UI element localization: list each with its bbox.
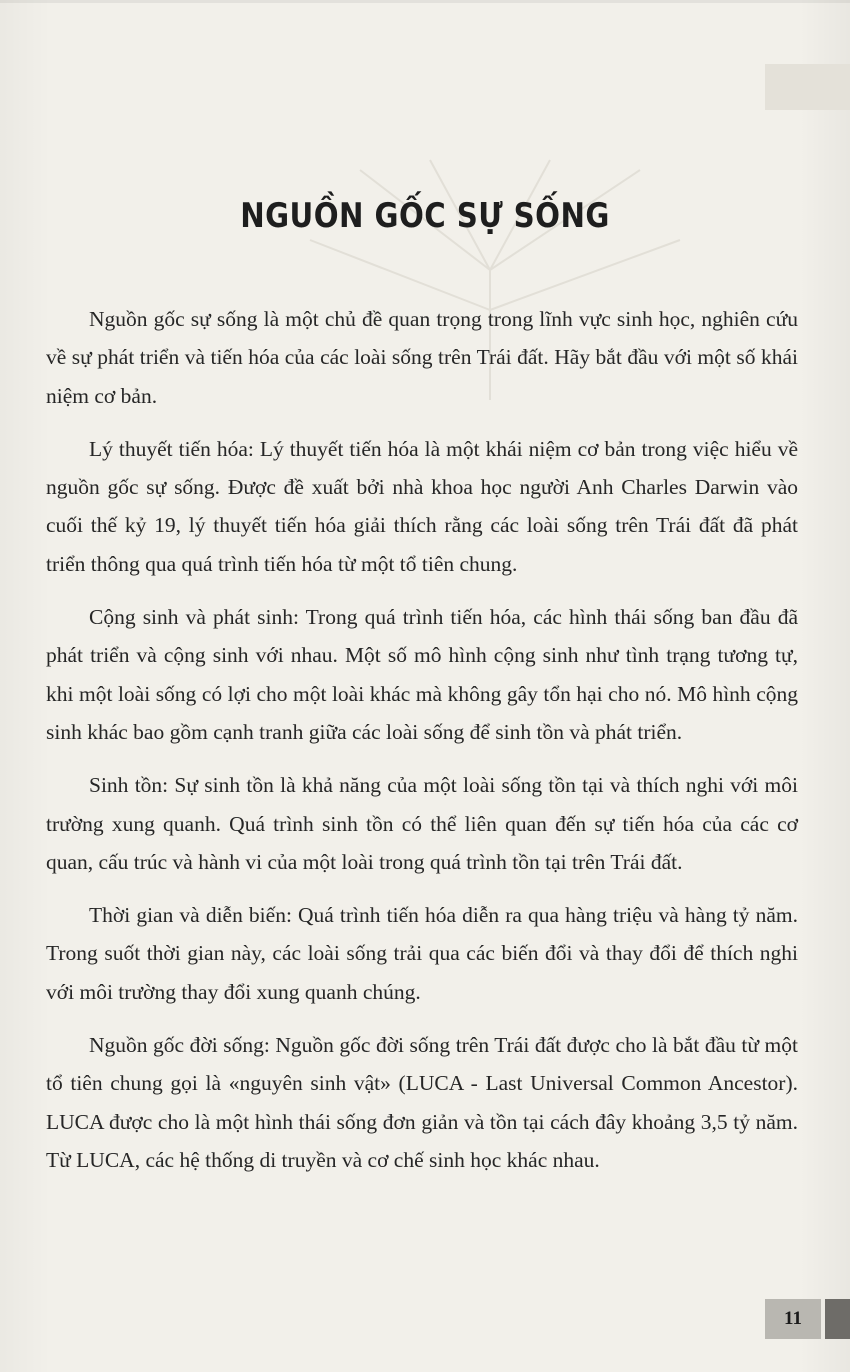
page-edge-strip: [825, 1299, 850, 1339]
paragraph-evolution-theory: Lý thuyết tiến hóa: Lý thuyết tiến hóa là một khái niệm cơ bản trong việc hiểu về nguồn gốc sự sống. Được đề xuất bởi nhà khoa học người Anh Charles Darwin vào cuối thế kỷ 19, lý thuyết tiến hóa giải thích rằng các loài sống trên Trái đất đã phát triển thông qua quá trình tiến hóa từ một tổ tiên chung.: [46, 436, 798, 576]
page-top-edge: [0, 0, 850, 3]
page-number: 11: [765, 1299, 821, 1339]
paragraph-time-and-progress: Thời gian và diễn biến: Quá trình tiến hóa diễn ra qua hàng triệu và hàng tỷ năm. Trong suốt thời gian này, các loài sống trải qua các biến đổi và thay đổi để thích nghi với môi trường thay đổi xung quanh chúng.: [46, 903, 798, 1004]
show-through-header: [560, 60, 850, 112]
paragraph-survival: Sinh tồn: Sự sinh tồn là khả năng của một loài sống tồn tại và thích nghi với môi trường xung quanh. Quá trình sinh tồn có thể liên quan đến sự tiến hóa của các cơ quan, cấu trúc và hành vi của một loài trong quá trình tồn tại trên Trái đất.: [46, 773, 798, 874]
page-title: NGUỒN GỐC SỰ SỐNG: [240, 196, 610, 236]
show-through-header-bar: [765, 64, 850, 110]
paragraph-intro: Nguồn gốc sự sống là một chủ đề quan trọng trong lĩnh vực sinh học, nghiên cứu về sự phát triển và tiến hóa của các loài sống trên Trái đất. Hãy bắt đầu với một số khái niệm cơ bản.: [46, 307, 798, 408]
paragraph-origin-of-life: Nguồn gốc đời sống: Nguồn gốc đời sống trên Trái đất được cho là bắt đầu từ một tổ tiên chung gọi là «nguyên sinh vật» (LUCA - Last Universal Common Ancestor). LUCA được cho là một hình thái sống đơn giản và tồn tại cách đây khoảng 3,5 tỷ năm. Từ LUCA, các hệ thống di truyền và cơ chế sinh học khác nhau.: [46, 1033, 798, 1172]
paragraph-symbiosis: Cộng sinh và phát sinh: Trong quá trình tiến hóa, các hình thái sống ban đầu đã phát triển và cộng sinh với nhau. Một số mô hình cộng sinh như tình trạng tương tự, khi một loài sống có lợi cho một loài khác mà không gây tổn hại cho nó. Mô hình cộng sinh khác bao gồm cạnh tranh giữa các loài sống để sinh tồn và phát triển.: [46, 605, 798, 744]
body-text: [46, 300, 798, 1194]
